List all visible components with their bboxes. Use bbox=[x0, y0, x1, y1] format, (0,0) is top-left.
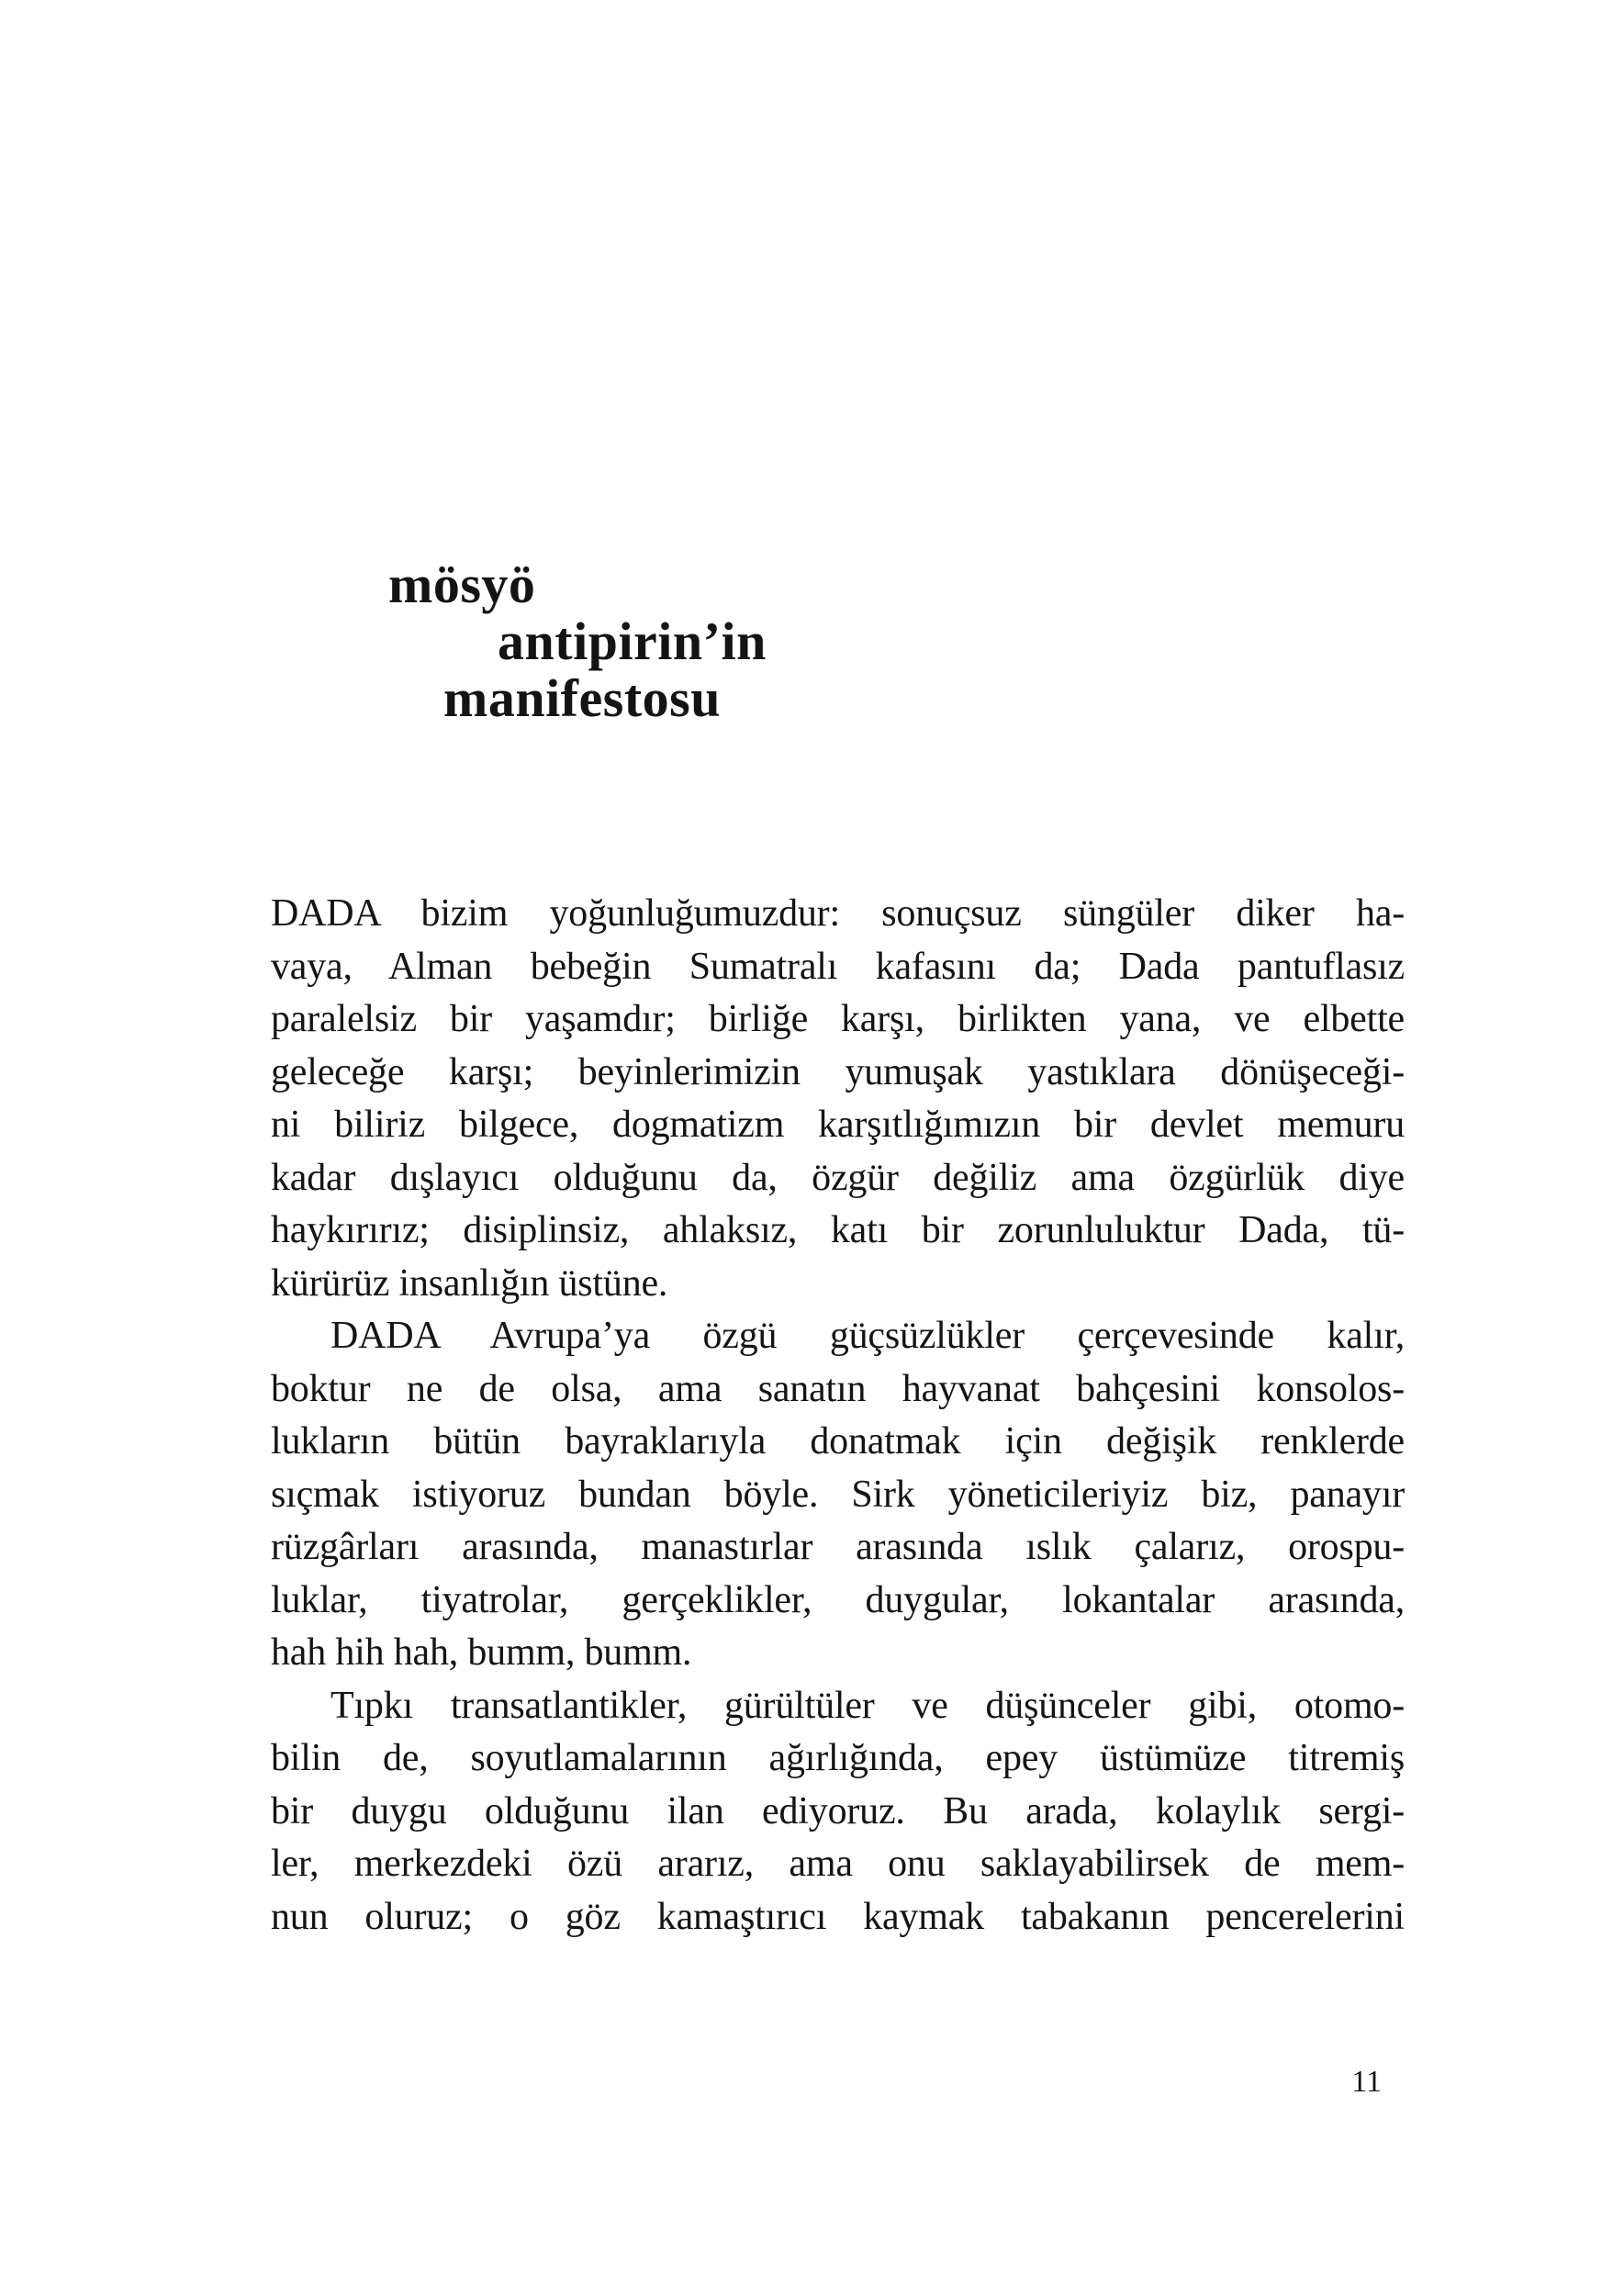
body-line: bir duygu olduğunu ilan ediyoruz. Bu arada, kolaylık sergi- bbox=[271, 1789, 1405, 1832]
body-line: Tıpkı transatlantikler, gürültüler ve düşünceler gibi, otomo- bbox=[330, 1684, 1405, 1727]
paragraph bbox=[271, 1680, 1405, 1944]
paragraph bbox=[271, 888, 1405, 1310]
body-line: sıçmak istiyoruz bundan böyle. Sirk yöneticileriyiz biz, panayır bbox=[271, 1473, 1405, 1516]
body-line: DADA bizim yoğunluğumuzdur: sonuçsuz süngüler diker ha- bbox=[271, 892, 1405, 935]
body-line: paralelsiz bir yaşamdır; birliğe karşı, birlikten yana, ve elbette bbox=[271, 998, 1405, 1040]
body-line: haykırırız; disiplinsiz, ahlaksız, katı bir zorunluluktur Dada, tü- bbox=[271, 1209, 1405, 1251]
body-line: nun oluruz; o göz kamaştırıcı kaymak tabakanın pencerelerini bbox=[271, 1895, 1405, 1938]
paragraph bbox=[271, 1310, 1405, 1680]
body-line: ler, merkezdeki özü ararız, ama onu saklayabilirsek de mem- bbox=[271, 1843, 1405, 1885]
body-line: luklar, tiyatrolar, gerçeklikler, duygular, lokantalar arasında, bbox=[271, 1578, 1405, 1621]
body-line: ni biliriz bilgece, dogmatizm karşıtlığımızın bir devlet memuru bbox=[271, 1104, 1405, 1146]
body-line: kürürüz insanlığın üstüne. bbox=[271, 1261, 668, 1305]
body-line: kadar dışlayıcı olduğunu da, özgür değiliz ama özgürlük diye bbox=[271, 1156, 1405, 1199]
text-block bbox=[271, 888, 1405, 1944]
chapter-title-line-2: antipirin’in bbox=[498, 611, 767, 671]
body-line: hah hih hah, bumm, bumm. bbox=[271, 1631, 692, 1674]
body-line: bilin de, soyutlamalarının ağırlığında, epey üstümüze titremiş bbox=[271, 1737, 1405, 1779]
body-line: lukların bütün bayraklarıyla donatmak için değişik renklerde bbox=[271, 1420, 1405, 1462]
page-number: 11 bbox=[1351, 2065, 1382, 2099]
body-line: vaya, Alman bebeğin Sumatralı kafasını da; Dada pantuflasız bbox=[271, 945, 1405, 988]
chapter-title bbox=[388, 556, 767, 727]
chapter-title-line-1: mösyö bbox=[388, 555, 536, 614]
body-line: boktur ne de olsa, ama sanatın hayvanat bahçesini konsolos- bbox=[271, 1367, 1405, 1410]
body-line: rüzgârları arasında, manastırlar arasında ıslık çalarız, orospu- bbox=[271, 1526, 1405, 1568]
body-line: DADA Avrupa’ya özgü güçsüzlükler çerçevesinde kalır, bbox=[330, 1315, 1405, 1357]
body-line: geleceğe karşı; beyinlerimizin yumuşak yastıklara dönüşeceği- bbox=[271, 1050, 1405, 1093]
chapter-title-line-3: manifestosu bbox=[443, 668, 721, 728]
